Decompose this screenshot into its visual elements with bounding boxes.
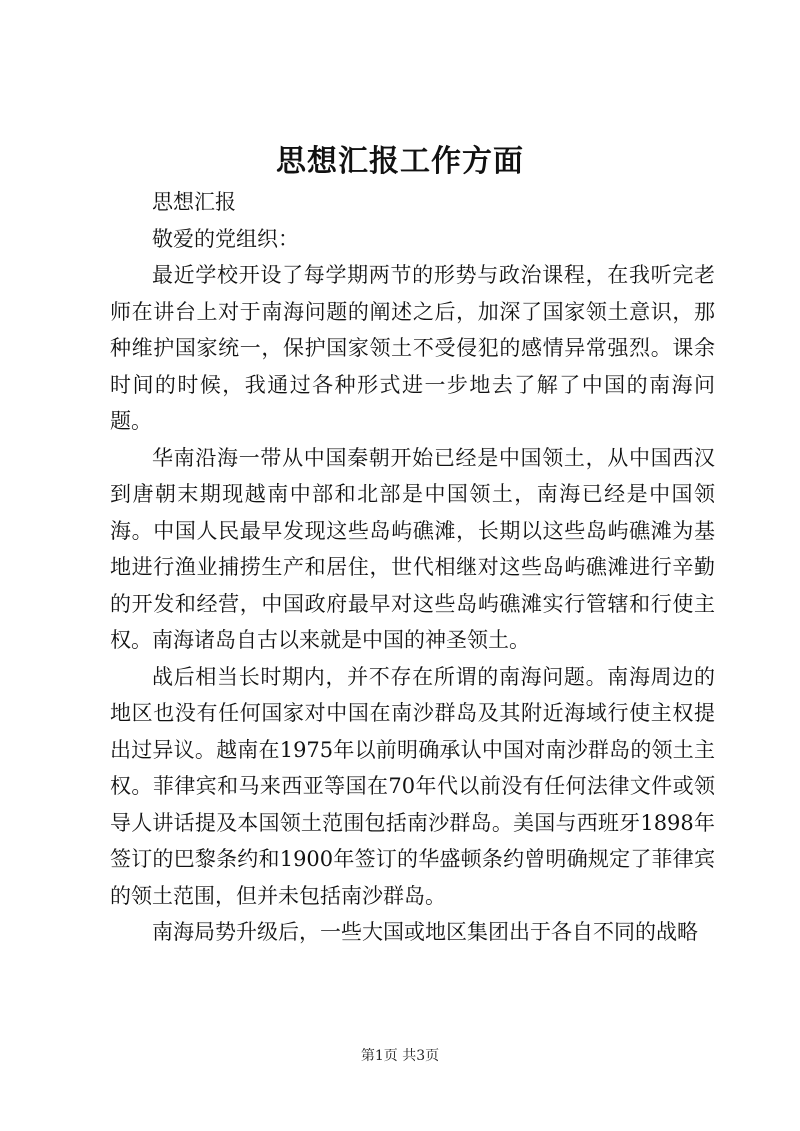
document-title: 思想汇报工作方面 <box>276 144 524 179</box>
page-footer <box>0 1046 800 1066</box>
paragraph-4: 南海局势升级后，一些大国或地区集团出于各自不同的战略 <box>152 920 698 944</box>
document-body <box>110 184 715 951</box>
page-number: 第1页 共3页 <box>360 1048 440 1064</box>
paragraph-heading: 思想汇报 <box>152 190 236 214</box>
paragraph-1: 最近学校开设了每学期两节的形势与政治课程，在我听完老师在讲台上对于南海问题的阐述之后，加深了国家领土意识，那种维护国家统一，保护国家领土不受侵犯的感情异常强烈。课余时间的时候，我通过各种形式进一步地去了解了中国的南海问题。 <box>110 263 715 433</box>
paragraph-3: 战后相当长时期内，并不存在所谓的南海问题。南海周边的地区也没有任何国家对中国在南沙群岛及其附近海域行使主权提出过异议。越南在1975年以前明确承认中国对南沙群岛的领土主权。菲律宾和马来西亚等国在70年代以前没有任何法律文件或领导人讲话提及本国领土范围包括南沙群岛。美国与西班牙1898年签订的巴黎条约和1900年签订的华盛顿条约曾明确规定了菲律宾的领土范围，但并未包括南沙群岛。 <box>110 664 715 908</box>
paragraph-salutation: 敬爱的党组织： <box>152 226 299 251</box>
paragraph-2: 华南沿海一带从中国秦朝开始已经是中国领土，从中国西汉到唐朝末期现越南中部和北部是中国领土，南海已经是中国领海。中国人民最早发现这些岛屿礁滩，长期以这些岛屿礁滩为基地进行渔业捕捞生产和居住，世代相继对这些岛屿礁滩进行辛勤的开发和经营，中国政府最早对这些岛屿礁滩实行管辖和行使主权。南海诸岛自古以来就是中国的神圣领土。 <box>110 445 715 652</box>
